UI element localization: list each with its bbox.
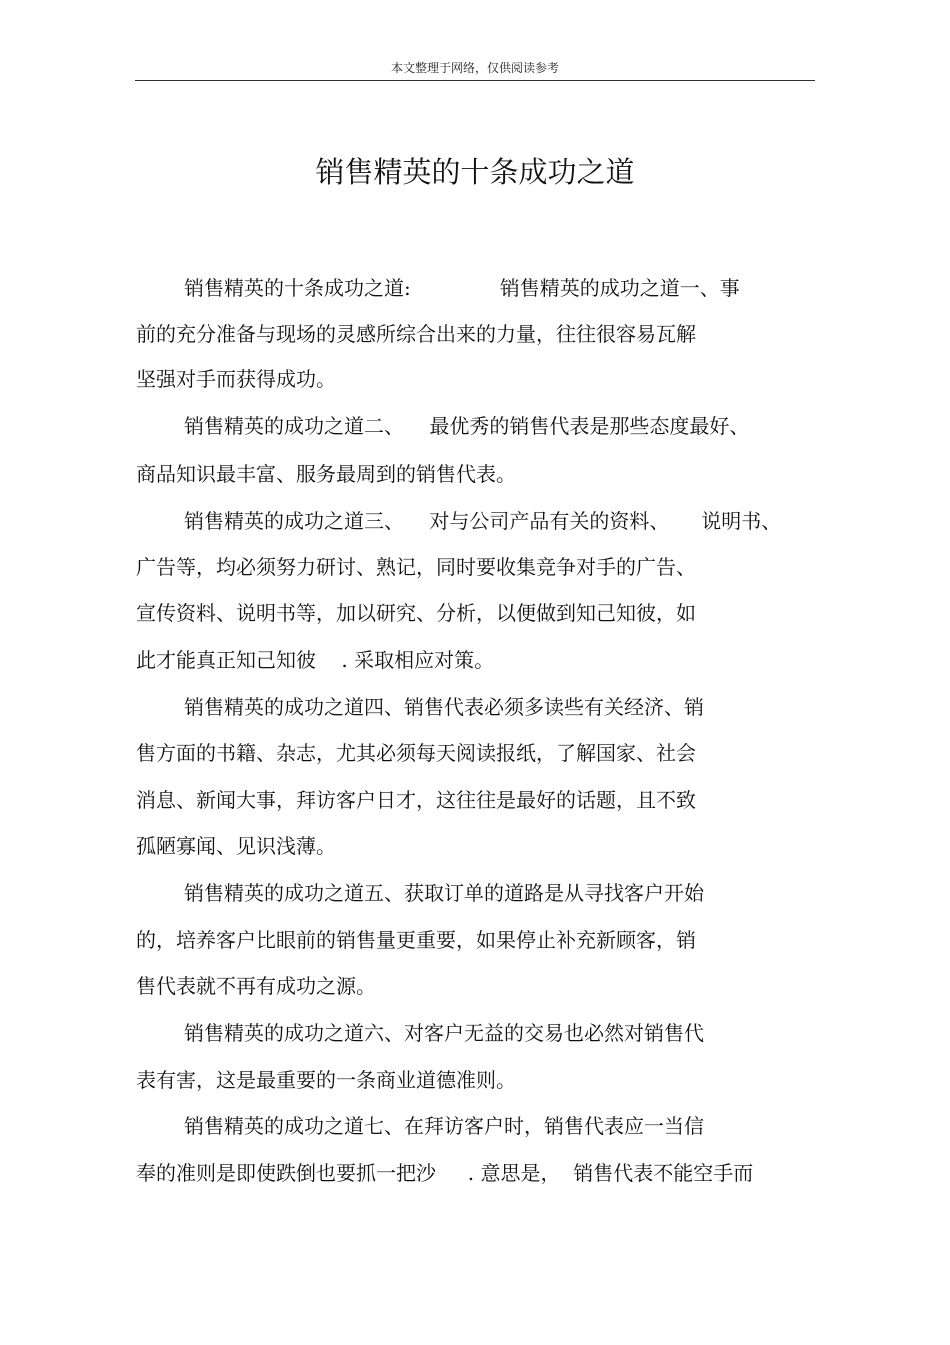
text-line: 销售精英的成功之道六、对客户无益的交易也必然对销售代 xyxy=(184,1021,704,1045)
text-line: 商品知识最丰富、服务最周到的销售代表。 xyxy=(136,462,516,486)
text-line: 销售精英的成功之道四、销售代表必须多读些有关经济、销 xyxy=(184,695,704,719)
text-line: 前的充分准备与现场的灵感所综合出来的力量，往往很容易瓦解 xyxy=(136,322,696,346)
text-line: 的，培养客户比眼前的销售量更重要，如果停止补充新顾客，销 xyxy=(136,928,696,952)
document-title: 销售精英的十条成功之道 xyxy=(315,155,635,189)
text-line: 奉的准则是即使跌倒也要抓一把沙 . 意思是， 销售代表不能空手而 xyxy=(136,1161,754,1185)
text-line: 销售精英的成功之道三、 对与公司产品有关的资料、 说明书、 xyxy=(184,509,782,533)
text-line: 销售精英的成功之道七、在拜访客户时，销售代表应一当信 xyxy=(184,1114,704,1138)
text-line: 售方面的书籍、杂志，尤其必须每天阅读报纸，了解国家、社会 xyxy=(136,741,696,765)
text-line: 销售精英的成功之道二、 最优秀的销售代表是那些态度最好、 xyxy=(184,414,750,438)
text-line: 此才能真正知己知彼 . 采取相应对策。 xyxy=(136,648,495,672)
text-line: 表有害，这是最重要的一条商业道德准则。 xyxy=(136,1068,516,1092)
text-line: 宣传资料、说明书等，加以研究、分析，以便做到知己知彼，如 xyxy=(136,601,696,625)
text-line: 消息、新闻大事，拜访客户日才，这往往是最好的话题，且不致 xyxy=(136,788,696,812)
text-line: 坚强对手而获得成功。 xyxy=(136,367,336,391)
text-line: 广告等，均必须努力研讨、熟记，同时要收集竞争对手的广告、 xyxy=(136,555,696,579)
text-line: 售代表就不再有成功之源。 xyxy=(136,974,376,998)
header-note: 本文整理于网络，仅供阅读参考 xyxy=(390,61,559,75)
header-rule xyxy=(135,80,815,81)
text-line: 销售精英的十条成功之道: 销售精英的成功之道一、事 xyxy=(184,276,740,300)
text-line: 孤陋寡闻、见识浅薄。 xyxy=(136,834,336,858)
text-line: 销售精英的成功之道五、获取订单的道路是从寻找客户开始 xyxy=(184,881,704,905)
